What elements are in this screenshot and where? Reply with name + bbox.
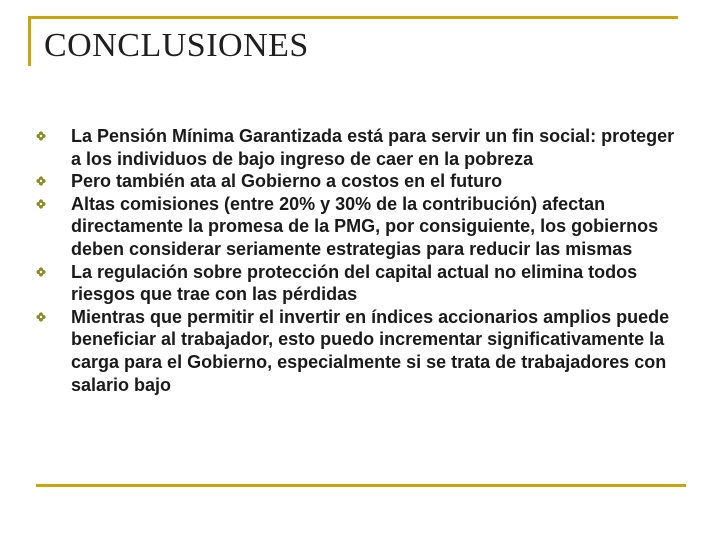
clover-icon <box>36 131 46 141</box>
frame-top-border <box>28 16 678 19</box>
clover-icon <box>36 267 46 277</box>
bullet-item <box>36 306 686 396</box>
clover-icon <box>36 312 46 322</box>
bullet-item <box>36 170 686 193</box>
bullet-item <box>36 261 686 306</box>
bullet-item <box>36 193 686 261</box>
frame-bottom-border <box>36 484 686 487</box>
bullet-text: Mientras que permitir el invertir en índices accionarios amplios puede beneficiar al trabajador, esto puedo incrementar significativamente la carga para el Gobierno, especialmente si se trata de trabajadores con salario bajo <box>71 306 670 395</box>
frame-left-border <box>28 16 31 66</box>
bullet-text: Altas comisiones (entre 20% y 30% de la contribución) afectan directamente la promesa de la PMG, por consiguiente, los gobiernos deben considerar seriamente estrategias para reducir las mismas <box>71 193 659 259</box>
bullet-list <box>36 125 686 396</box>
clover-icon <box>36 176 46 186</box>
slide-title: CONCLUSIONES <box>44 27 309 64</box>
bullet-text: Pero también ata al Gobierno a costos en el futuro <box>71 171 503 192</box>
bullet-text: La Pensión Mínima Garantizada está para servir un fin social: proteger a los individuos de bajo ingreso de caer en la pobreza <box>71 126 675 169</box>
clover-icon <box>36 199 46 209</box>
bullet-text: La regulación sobre protección del capital actual no elimina todos riesgos que trae con las pérdidas <box>71 261 638 305</box>
bullet-item <box>36 125 686 170</box>
